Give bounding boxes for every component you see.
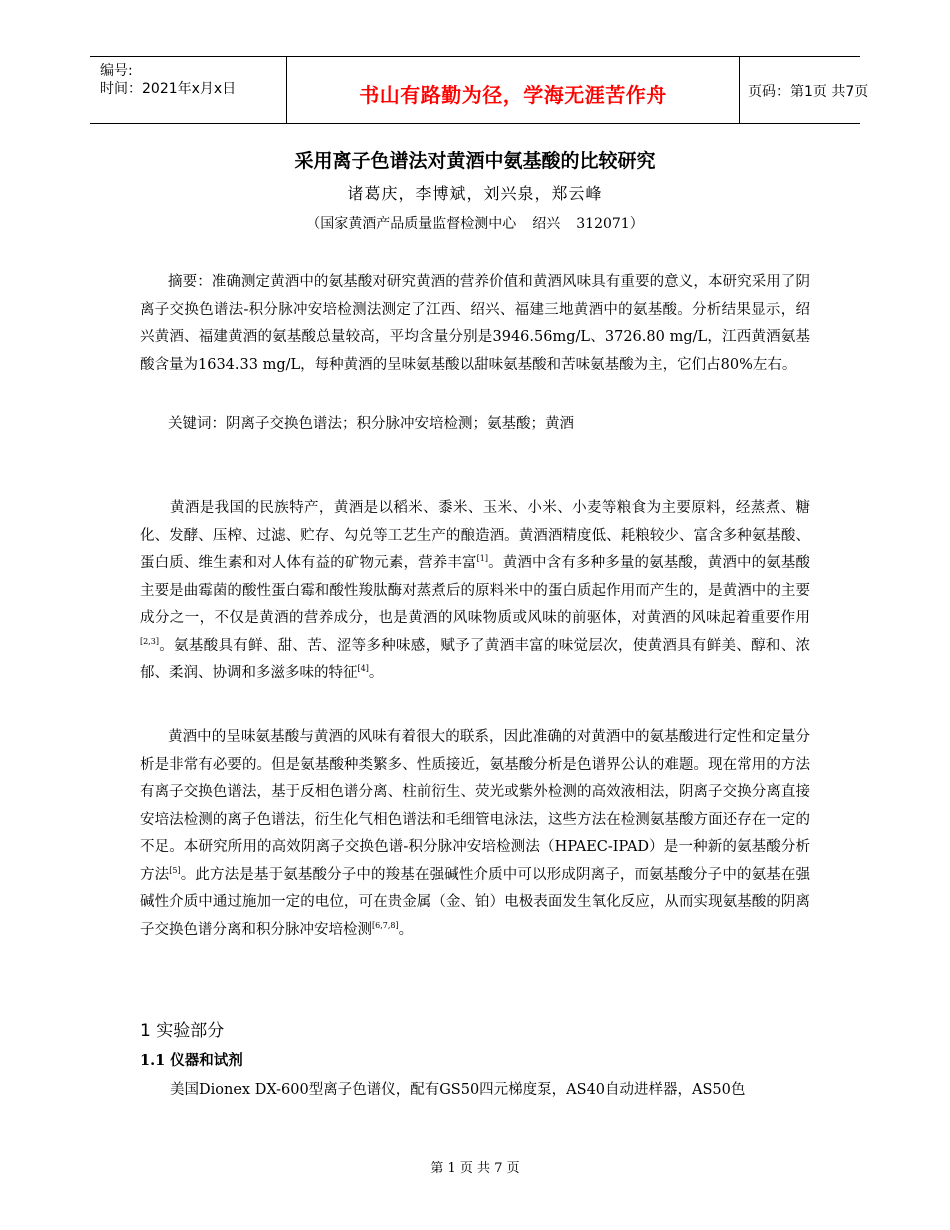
text-run: 。黄酒中含有多种多量的氨基酸，黄酒中的氨基酸主要是曲霉菌的酸性蛋白霉和酸性羧肽酶对蒸煮后的原料米中的蛋白质起作用而产生的，是黄酒中的主要成分之一，不仅是黄酒的营养成分，也是黄酒的风味物质或风味的前驱体，对黄酒的风味起着重要作用 [140, 555, 811, 626]
citation: [5] [169, 865, 181, 875]
document-number-label: 编号: [100, 63, 133, 79]
keywords-label: 关键词 [168, 416, 212, 432]
paper-authors: 诸葛庆，李博斌，刘兴泉，郑云峰 [347, 184, 603, 203]
subsection-heading: 1.1 仪器和试剂 [140, 1052, 243, 1069]
citation: [1] [476, 554, 488, 564]
affiliation-city: 绍兴 [532, 216, 561, 232]
page-footer: 第 1 页 共 7 页 [430, 1161, 520, 1176]
header-table [90, 56, 869, 124]
abstract-text: ：准确测定黄酒中的氨基酸对研究黄酒的营养价值和黄酒风味具有重要的意义，本研究采用了阴离子交换色谱法-积分脉冲安培检测法测定了江西、绍兴、福建三地黄酒中的氨基酸。分析结果显示，绍兴黄酒、福建黄酒的氨基酸总量较高，平均含量分别是3946.56mg/L、3726.80 mg/L，江西黄酒氨基酸含量为1634.33 mg/L，每种黄酒的呈味氨基酸以甜味氨基酸和苦味氨基酸为主，它们占80%左右。 [140, 274, 810, 373]
citation: [2,3] [140, 636, 159, 646]
document-time-label: 时间：2021年x月x日 [100, 81, 237, 97]
text-run: 。 [398, 921, 414, 938]
header-page-info: 页码：第1页 共7页 [748, 84, 869, 100]
abstract-label: 摘要 [168, 274, 198, 290]
keywords [168, 411, 808, 439]
intro-paragraph-2 [140, 724, 810, 944]
text-run: 。氨基酸具有鲜、甜、苦、涩等多种味感，赋予了黄酒丰富的味觉层次，使黄酒具有鲜美、醇和、浓郁、柔润、协调和多滋多味的特征 [140, 637, 810, 681]
intro-paragraph-1 [140, 495, 810, 688]
affiliation-org: （国家黄酒产品质量监督检测中心 [306, 216, 517, 232]
text-run: 。此方法是基于氨基酸分子中的羧基在强碱性介质中可以形成阴离子，而氨基酸分子中的氨基在强碱性介质中通过施加一定的电位，可在贵金属（金、铂）电极表面发生氧化反应，从而实现氨基酸的阴离子交换色谱分离和积分脉冲安培检测 [140, 866, 811, 938]
paper-affiliation [0, 213, 950, 233]
text-run: 。 [368, 665, 384, 681]
abstract [140, 269, 810, 379]
section-paragraph: 美国Dionex DX-600型离子色谱仪，配有GS50四元梯度泵，AS40自动进样器，AS50色 [170, 1082, 746, 1098]
header-motto: 书山有路勤为径，学海无涯苦作舟 [359, 83, 667, 107]
paper-title: 采用离子色谱法对黄酒中氨基酸的比较研究 [294, 150, 656, 172]
header-motto-cell [286, 57, 740, 123]
text-run: 黄酒是我国的民族特产，黄酒是以稻米、黍米、玉米、小米、小麦等粮食为主要原料，经蒸煮、糖化、发酵、压榨、过滤、贮存、勾兑等工艺生产的酿造酒。黄酒酒精度低、耗粮较少、富含多种氨基酸、蛋白质、维生素和对人体有益的矿物元素，营养丰富 [140, 500, 810, 571]
keywords-text: ：阴离子交换色谱法；积分脉冲安培检测；氨基酸；黄酒 [211, 416, 574, 432]
citation: [4] [357, 664, 369, 674]
header-page-cell [739, 57, 869, 123]
section-heading: 1 实验部分 [140, 1021, 225, 1041]
citation: [6,7,8] [372, 920, 399, 930]
affiliation-postcode: 312071） [576, 216, 644, 232]
header-meta-cell [90, 57, 286, 123]
text-run: 黄酒中的呈味氨基酸与黄酒的风味有着很大的联系，因此准确的对黄酒中的氨基酸进行定性和定量分析是非常有必要的。但是氨基酸种类繁多、性质接近，氨基酸分析是色谱界公认的难题。现在常用的方法有离子交换色谱法，基于反相色谱分离、柱前衍生、荧光或紫外检测的高效液相法，阴离子交换分离直接安培法检测的离子色谱法，衍生化气相色谱法和毛细管电泳法，这些方法在检测氨基酸方面还存在一定的不足。本研究所用的高效阴离子交换色谱-积分脉冲安培检测法（HPAEC-IPAD）是一种新的氨基酸分析方法 [140, 729, 810, 883]
